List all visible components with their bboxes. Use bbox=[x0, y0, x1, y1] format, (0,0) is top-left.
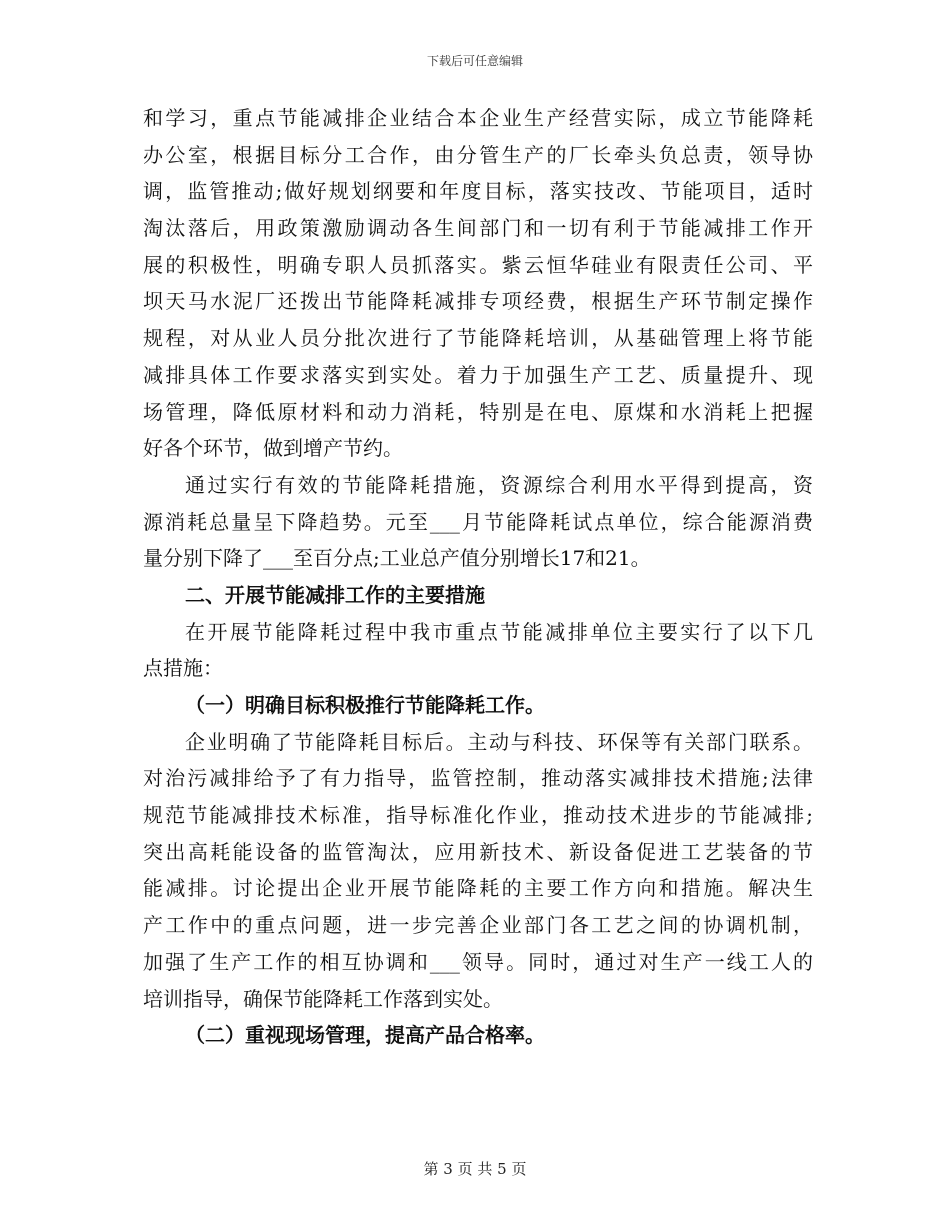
body-line: 产工作中的重点问题，进一步完善企业部门各工艺之间的协调机制， bbox=[143, 913, 813, 938]
body-line: 对治污减排给予了有力指导，监管控制，推动落实减排技术措施;法律 bbox=[143, 766, 813, 791]
body-line: 通过实行有效的节能降耗措施，资源综合利用水平得到提高，资 bbox=[185, 472, 813, 497]
section-heading: 二、开展节能减排工作的主要措施 bbox=[185, 582, 485, 607]
subsection-heading: （一）明确目标积极推行节能降耗工作。 bbox=[185, 693, 545, 717]
body-line: 好各个环节，做到增产节约。 bbox=[143, 436, 403, 461]
body-line: 淘汰落后，用政策激励调动各生间部门和一切有利于节能减排工作开 bbox=[143, 216, 813, 241]
body-line: 调，监管推动;做好规划纲要和年度目标，落实技改、节能项目，适时 bbox=[143, 179, 813, 204]
body-line: 源消耗总量呈下降趋势。元至___月节能降耗试点单位，综合能源消费 bbox=[143, 509, 813, 534]
body-line: 能减排。讨论提出企业开展节能降耗的主要工作方向和措施。解决生 bbox=[143, 876, 813, 901]
body-line: 减排具体工作要求落实到实处。着力于加强生产工艺、质量提升、现 bbox=[143, 362, 813, 387]
body-line: 在开展节能降耗过程中我市重点节能减排单位主要实行了以下几 bbox=[185, 619, 813, 644]
body-line: 规程，对从业人员分批次进行了节能降耗培训，从基础管理上将节能 bbox=[143, 326, 813, 351]
body-line: 培训指导，确保节能降耗工作落到实处。 bbox=[143, 986, 503, 1011]
body-line: 坝天马水泥厂还拨出节能降耗减排专项经费，根据生产环节制定操作 bbox=[143, 289, 813, 314]
page-header: 下载后可任意编辑 bbox=[426, 54, 523, 68]
body-line: 突出高耗能设备的监管淘汰，应用新技术、新设备促进工艺装备的节 bbox=[143, 839, 813, 864]
body-line: 点措施： bbox=[143, 656, 223, 681]
subsection-heading: （二）重视现场管理，提高产品合格率。 bbox=[185, 1023, 545, 1048]
body-line: 企业明确了节能降耗目标后。主动与科技、环保等有关部门联系。 bbox=[185, 729, 813, 754]
body-line: 展的积极性，明确专职人员抓落实。紫云恒华硅业有限责任公司、平 bbox=[143, 252, 813, 277]
document-body bbox=[143, 100, 813, 1054]
page-number: 第 3 页 共 5 页 bbox=[423, 1160, 527, 1178]
body-line: 规范节能减排技术标准，指导标准化作业，推动技术进步的节能减排; bbox=[143, 803, 813, 828]
body-line: 加强了生产工作的相互协调和___领导。同时，通过对生产一线工人的 bbox=[143, 949, 813, 974]
body-line: 办公室，根据目标分工合作，由分管生产的厂长牵头负总责，领导协 bbox=[143, 142, 813, 167]
body-line: 和学习，重点节能减排企业结合本企业生产经营实际，成立节能降耗 bbox=[143, 106, 813, 130]
body-line: 场管理，降低原材料和动力消耗，特别是在电、原煤和水消耗上把握 bbox=[143, 399, 813, 424]
body-line: 量分别下降了___至百分点;工业总产值分别增长17和21。 bbox=[143, 546, 651, 571]
